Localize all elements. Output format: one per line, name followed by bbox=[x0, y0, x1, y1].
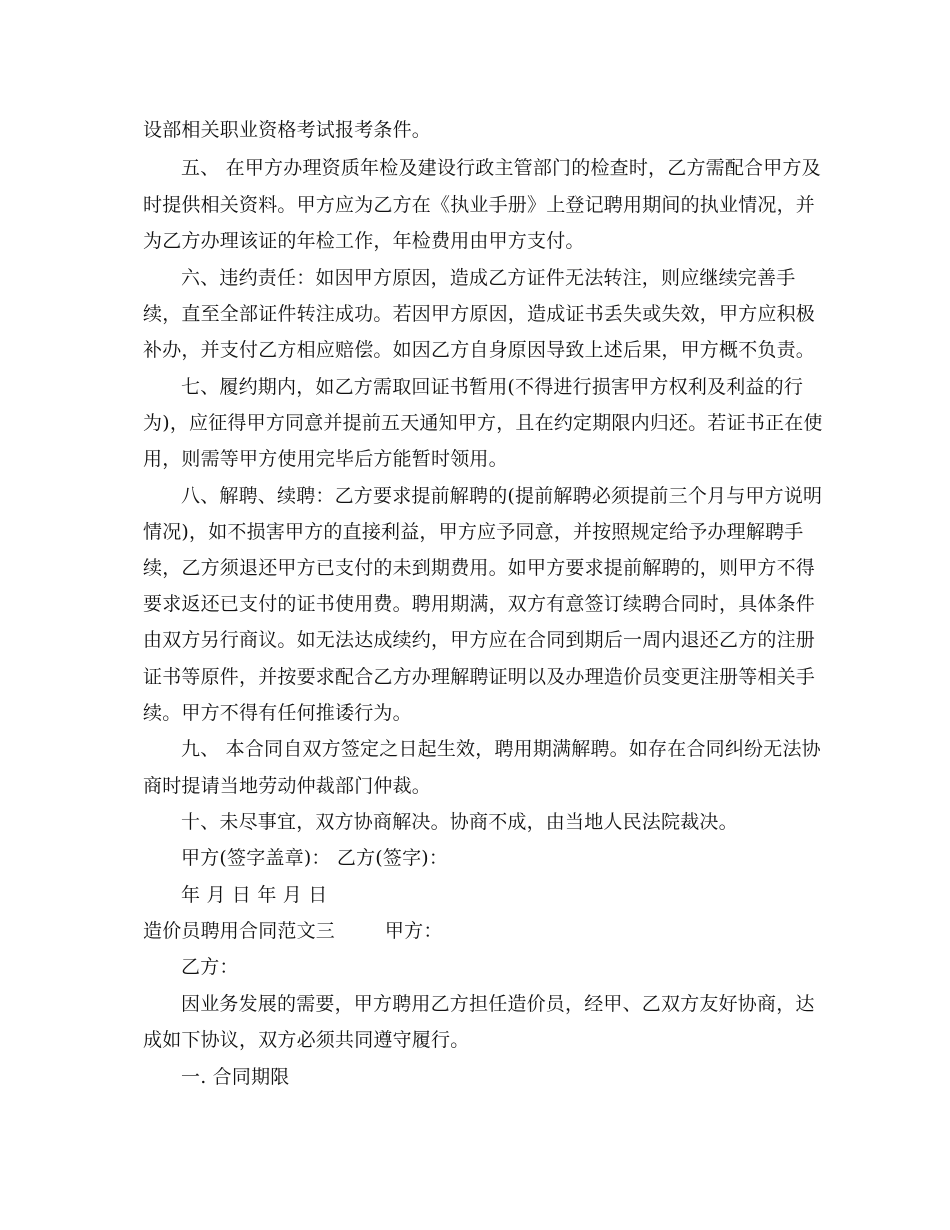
intro-line: 成如下协议，双方必须共同遵守履行。 bbox=[143, 1029, 470, 1051]
paragraph-line: 设部相关职业资格考试报考条件。 bbox=[143, 119, 432, 141]
clause-5-line: 时提供相关资料。甲方应为乙方在《执业手册》上登记聘用期间的执业情况，并 bbox=[143, 194, 816, 216]
clause-5-line: 五、 在甲方办理资质年检及建设行政主管部门的检查时，乙方需配合甲方及 bbox=[181, 157, 821, 179]
party-b-line: 乙方： bbox=[181, 956, 239, 978]
clause-5-line: 为乙方办理该证的年检工作，年检费用由甲方支付。 bbox=[143, 230, 585, 252]
clause-8-line: 要求返还已支付的证书使用费。聘用期满，双方有意签订续聘合同时，具体条件 bbox=[143, 593, 816, 615]
clause-8-line: 由双方另行商议。如无法达成续约，甲方应在合同到期后一周内退还乙方的注册 bbox=[143, 629, 816, 651]
clause-8-line: 续，乙方须退还甲方已支付的未到期费用。如甲方要求提前解聘的，则甲方不得 bbox=[143, 557, 816, 579]
clause-6-line: 补办，并支付乙方相应赔偿。如因乙方自身原因导致上述后果，甲方概不负责。 bbox=[143, 339, 816, 361]
date-line: 年 月 日 年 月 日 bbox=[181, 884, 328, 906]
clause-8-line: 八、解聘、续聘：乙方要求提前解聘的(提前解聘必须提前三个月与甲方说明 bbox=[181, 485, 823, 507]
signature-line: 甲方(签字盖章)： 乙方(签字)： bbox=[181, 847, 449, 869]
clause-7-line: 七、履约期内，如乙方需取回证书暂用(不得进行损害甲方权利及利益的行 bbox=[181, 376, 804, 398]
intro-line: 因业务发展的需要，甲方聘用乙方担任造价员，经甲、乙双方友好协商，达 bbox=[181, 993, 815, 1015]
clause-8-line: 续。甲方不得有任何推诿行为。 bbox=[143, 702, 412, 724]
clause-8-line: 情况)，如不损害甲方的直接利益，甲方应予同意，并按照规定给予办理解聘手 bbox=[143, 521, 804, 543]
clause-9-line: 九、 本合同自双方签定之日起生效，聘用期满解聘。如存在合同纠纷无法协 bbox=[181, 738, 821, 760]
clause-7-line: 用，则需等甲方使用完毕后方能暂时领用。 bbox=[143, 448, 508, 470]
clause-9-line: 商时提请当地劳动仲裁部门仲裁。 bbox=[143, 775, 432, 797]
section-title-line: 造价员聘用合同范文三 甲方： bbox=[143, 920, 443, 942]
clause-7-line: 为)，应征得甲方同意并提前五天通知甲方，且在约定期限内归还。若证书正在使 bbox=[143, 412, 823, 434]
heading-contract-term: 一. 合同期限 bbox=[181, 1066, 290, 1088]
clause-8-line: 证书等原件，并按要求配合乙方办理解聘证明以及办理造价员变更注册等相关手 bbox=[143, 666, 816, 688]
clause-6-line: 六、违约责任：如因甲方原因，造成乙方证件无法转注，则应继续完善手 bbox=[181, 267, 796, 289]
clause-6-line: 续，直至全部证件转注成功。若因甲方原因，造成证书丢失或失效，甲方应积极 bbox=[143, 303, 816, 325]
clause-10-line: 十、未尽事宜，双方协商解决。协商不成，由当地人民法院裁决。 bbox=[181, 811, 738, 833]
